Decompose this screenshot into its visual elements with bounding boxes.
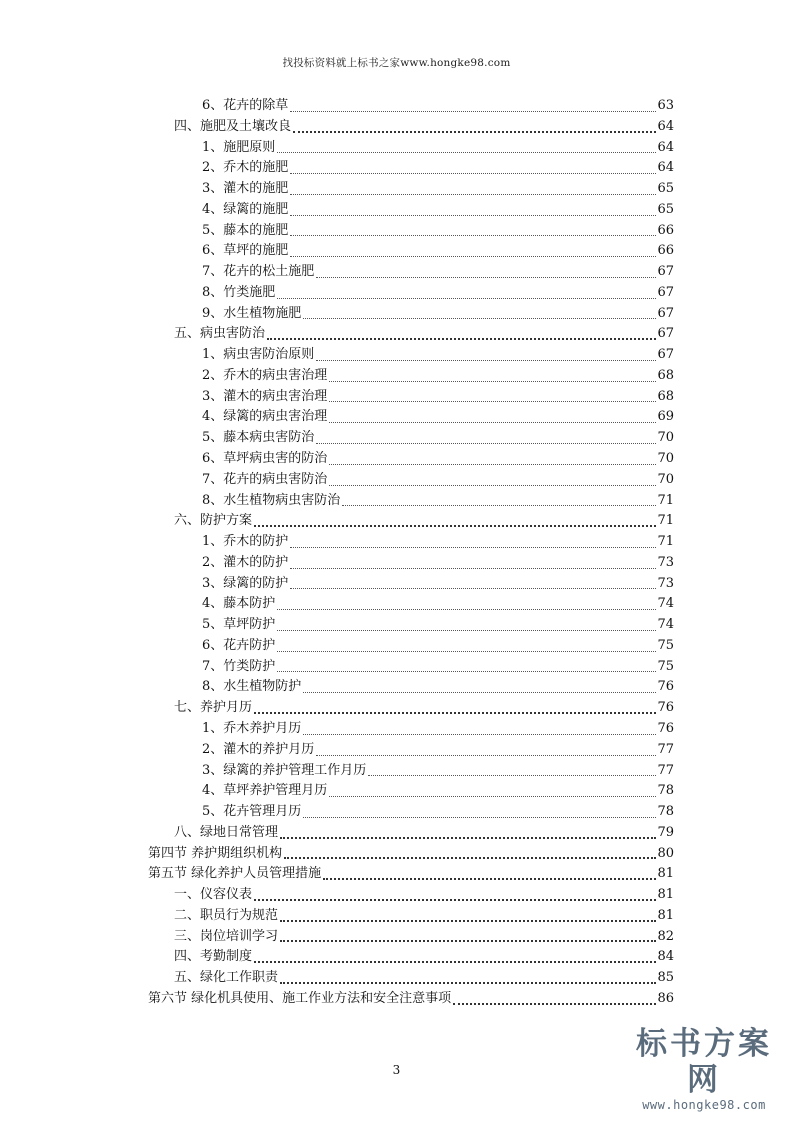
toc-entry-label: 4、藤本防护 <box>202 594 276 615</box>
toc-entry[interactable] <box>148 615 674 636</box>
toc-entry-label: 5、花卉管理月历 <box>202 802 302 823</box>
toc-entry-label: 7、花卉的松土施肥 <box>202 262 315 283</box>
toc-entry-label: 第六节 绿化机具使用、施工作业方法和安全注意事项 <box>148 989 452 1010</box>
toc-entry-label: 5、草坪防护 <box>202 615 276 636</box>
toc-dot-leader <box>280 919 656 922</box>
toc-entry-label: 四、施肥及土壤改良 <box>174 117 292 138</box>
toc-entry[interactable] <box>148 885 674 906</box>
toc-entry-page: 77 <box>657 762 674 778</box>
toc-entry[interactable] <box>148 366 674 387</box>
toc-entry-page: 84 <box>657 949 674 965</box>
toc-dot-leader <box>329 400 656 402</box>
toc-dot-leader <box>280 981 656 984</box>
toc-entry-page: 85 <box>657 970 674 986</box>
toc-entry-page: 64 <box>657 118 674 134</box>
toc-entry-label: 3、绿篱的养护管理工作月历 <box>202 761 367 782</box>
toc-dot-leader <box>303 317 656 319</box>
toc-entry-label: 7、花卉的病虫害防治 <box>202 470 328 491</box>
toc-entry-page: 78 <box>657 804 674 820</box>
toc-dot-leader <box>277 670 656 672</box>
toc-entry[interactable] <box>148 906 674 927</box>
toc-entry-page: 74 <box>657 596 674 612</box>
toc-entry[interactable] <box>148 781 674 802</box>
toc-dot-leader <box>316 276 656 278</box>
toc-dot-leader <box>329 421 656 423</box>
toc-dot-leader <box>290 110 656 112</box>
toc-dot-leader <box>303 691 656 693</box>
toc-entry-label: 六、防护方案 <box>174 511 253 532</box>
toc-dot-leader <box>293 130 656 133</box>
toc-entry[interactable] <box>148 387 674 408</box>
toc-entry[interactable] <box>148 221 674 242</box>
toc-entry-page: 82 <box>657 928 674 944</box>
toc-entry-page: 78 <box>657 783 674 799</box>
toc-entry-page: 67 <box>657 326 674 342</box>
toc-entry-label: 5、藤本的施肥 <box>202 221 289 242</box>
toc-dot-leader <box>277 629 656 631</box>
toc-dot-leader <box>290 587 656 589</box>
toc-entry-label: 1、乔木养护月历 <box>202 719 302 740</box>
toc-entry-page: 77 <box>657 741 674 757</box>
toc-entry[interactable] <box>148 407 674 428</box>
toc-entry-label: 2、灌木的养护月历 <box>202 740 315 761</box>
toc-entry-label: 第四节 养护期组织机构 <box>148 844 283 865</box>
toc-dot-leader <box>453 1002 656 1005</box>
toc-entry[interactable] <box>148 491 674 512</box>
toc-entry-page: 67 <box>657 305 674 321</box>
toc-dot-leader <box>316 754 656 756</box>
toc-entry[interactable] <box>148 304 674 325</box>
toc-entry-label: 2、灌木的防护 <box>202 553 289 574</box>
toc-entry[interactable] <box>148 283 674 304</box>
watermark-title: 标书方案网 <box>636 1026 772 1098</box>
toc-dot-leader <box>290 567 656 569</box>
toc-entry-page: 65 <box>657 181 674 197</box>
toc-entry-label: 7、竹类防护 <box>202 657 276 678</box>
toc-entry-label: 五、绿化工作职责 <box>174 968 279 989</box>
toc-entry-label: 3、灌木的病虫害治理 <box>202 387 328 408</box>
toc-dot-leader <box>329 380 656 382</box>
toc-entry-label: 6、花卉的除草 <box>202 96 289 117</box>
toc-entry-label: 三、岗位培训学习 <box>174 927 279 948</box>
toc-dot-leader <box>290 172 656 174</box>
toc-entry-page: 73 <box>657 554 674 570</box>
toc-entry-page: 75 <box>657 658 674 674</box>
toc-entry[interactable] <box>148 802 674 823</box>
toc-entry-page: 68 <box>657 367 674 383</box>
toc-dot-leader <box>254 898 656 901</box>
toc-entry-page: 67 <box>657 264 674 280</box>
toc-dot-leader <box>280 939 656 942</box>
toc-entry-page: 75 <box>657 637 674 653</box>
toc-dot-leader <box>316 359 656 361</box>
toc-entry[interactable] <box>148 449 674 470</box>
toc-entry[interactable] <box>148 158 674 179</box>
toc-dot-leader <box>303 816 656 818</box>
toc-entry-page: 67 <box>657 347 674 363</box>
toc-entry-page: 66 <box>657 243 674 259</box>
toc-entry-label: 3、灌木的施肥 <box>202 179 289 200</box>
toc-entry-label: 8、竹类施肥 <box>202 283 276 304</box>
toc-dot-leader <box>329 463 656 465</box>
toc-dot-leader <box>277 608 656 610</box>
toc-entry[interactable] <box>148 96 674 117</box>
toc-entry[interactable] <box>148 719 674 740</box>
toc-dot-leader <box>277 650 656 652</box>
toc-entry[interactable] <box>148 200 674 221</box>
toc-dot-leader <box>368 774 656 776</box>
toc-entry-page: 76 <box>657 679 674 695</box>
toc-entry[interactable] <box>148 844 674 865</box>
toc-dot-leader <box>303 733 656 735</box>
toc-entry[interactable] <box>148 241 674 262</box>
toc-entry[interactable] <box>148 428 674 449</box>
toc-dot-leader <box>290 546 656 548</box>
toc-entry-label: 1、施肥原则 <box>202 138 276 159</box>
toc-entry[interactable] <box>148 636 674 657</box>
toc-entry-label: 6、花卉防护 <box>202 636 276 657</box>
toc-entry[interactable] <box>148 532 674 553</box>
toc-entry-page: 81 <box>657 866 674 882</box>
page-number: 3 <box>392 1063 401 1077</box>
toc-entry-label: 七、养护月历 <box>174 698 253 719</box>
toc-dot-leader <box>290 255 656 257</box>
toc-dot-leader <box>254 960 656 963</box>
toc-entry-page: 68 <box>657 388 674 404</box>
toc-dot-leader <box>290 214 656 216</box>
toc-entry-label: 1、乔木的防护 <box>202 532 289 553</box>
toc-entry-page: 64 <box>657 160 674 176</box>
toc-entry[interactable] <box>148 657 674 678</box>
toc-dot-leader <box>329 795 656 797</box>
toc-dot-leader <box>254 524 656 527</box>
toc-entry[interactable] <box>148 262 674 283</box>
toc-entry[interactable] <box>148 511 674 532</box>
toc-entry-page: 70 <box>657 451 674 467</box>
toc-entry-page: 71 <box>657 492 674 508</box>
toc-entry-label: 2、乔木的施肥 <box>202 158 289 179</box>
toc-entry-page: 81 <box>657 887 674 903</box>
toc-dot-leader <box>329 484 656 486</box>
toc-entry[interactable] <box>148 553 674 574</box>
toc-dot-leader <box>284 856 656 859</box>
toc-entry-page: 71 <box>657 513 674 529</box>
toc-entry-page: 66 <box>657 222 674 238</box>
toc-entry[interactable] <box>148 823 674 844</box>
toc-entry[interactable] <box>148 324 674 345</box>
toc-entry-label: 二、职员行为规范 <box>174 906 279 927</box>
toc-entry-label: 五、病虫害防治 <box>174 324 266 345</box>
toc-dot-leader <box>342 504 656 506</box>
toc-dot-leader <box>277 297 656 299</box>
toc-entry-label: 一、仪容仪表 <box>174 885 253 906</box>
toc-entry-label: 八、绿地日常管理 <box>174 823 279 844</box>
toc-entry-label: 4、绿篱的病虫害治理 <box>202 407 328 428</box>
toc-entry-page: 70 <box>657 430 674 446</box>
toc-entry-label: 4、草坪养护管理月历 <box>202 781 328 802</box>
toc-entry[interactable] <box>148 989 674 1010</box>
toc-entry-page: 69 <box>657 409 674 425</box>
toc-entry[interactable] <box>148 470 674 491</box>
watermark-logo <box>629 1026 779 1112</box>
toc-entry-label: 第五节 绿化养护人员管理措施 <box>148 864 322 885</box>
toc-entry-label: 四、考勤制度 <box>174 947 253 968</box>
toc-entry-page: 76 <box>657 720 674 736</box>
toc-entry[interactable] <box>148 761 674 782</box>
table-of-contents <box>148 96 674 1010</box>
toc-entry[interactable] <box>148 594 674 615</box>
toc-entry[interactable] <box>148 947 674 968</box>
toc-entry-label: 2、乔木的病虫害治理 <box>202 366 328 387</box>
toc-entry[interactable] <box>148 968 674 989</box>
toc-dot-leader <box>267 337 656 340</box>
toc-entry[interactable] <box>148 574 674 595</box>
toc-entry[interactable] <box>148 117 674 138</box>
toc-dot-leader <box>323 877 656 880</box>
toc-entry-page: 67 <box>657 284 674 300</box>
toc-entry-label: 6、草坪病虫害的防治 <box>202 449 328 470</box>
toc-entry[interactable] <box>148 698 674 719</box>
toc-entry-page: 73 <box>657 575 674 591</box>
toc-entry-page: 81 <box>657 907 674 923</box>
toc-entry-label: 5、藤本病虫害防治 <box>202 428 315 449</box>
toc-entry[interactable] <box>148 740 674 761</box>
toc-entry-page: 79 <box>657 824 674 840</box>
watermark-url: www.hongke98.com <box>642 1098 766 1112</box>
toc-entry-page: 64 <box>657 139 674 155</box>
toc-dot-leader <box>290 234 656 236</box>
toc-dot-leader <box>280 836 656 839</box>
toc-entry-page: 80 <box>657 845 674 861</box>
toc-entry[interactable] <box>148 927 674 948</box>
toc-dot-leader <box>290 193 656 195</box>
toc-entry-page: 71 <box>657 534 674 550</box>
toc-entry[interactable] <box>148 677 674 698</box>
toc-entry-label: 4、绿篱的施肥 <box>202 200 289 221</box>
toc-entry[interactable] <box>148 864 674 885</box>
toc-dot-leader <box>316 442 656 444</box>
toc-entry-label: 9、水生植物施肥 <box>202 304 302 325</box>
toc-entry[interactable] <box>148 179 674 200</box>
toc-entry-page: 86 <box>657 990 674 1006</box>
toc-entry-label: 3、绿篱的防护 <box>202 574 289 595</box>
toc-dot-leader <box>254 711 656 714</box>
toc-entry-page: 76 <box>657 700 674 716</box>
toc-entry-page: 74 <box>657 617 674 633</box>
toc-entry[interactable] <box>148 138 674 159</box>
toc-entry-page: 65 <box>657 201 674 217</box>
toc-entry-label: 6、草坪的施肥 <box>202 241 289 262</box>
toc-entry-label: 1、病虫害防治原则 <box>202 345 315 366</box>
toc-entry-page: 63 <box>657 98 674 113</box>
toc-dot-leader <box>277 151 656 153</box>
page-header: 找投标资料就上标书之家www.hongke98.com <box>282 57 511 69</box>
toc-entry-label: 8、水生植物防护 <box>202 677 302 698</box>
toc-entry[interactable] <box>148 345 674 366</box>
toc-entry-label: 8、水生植物病虫害防治 <box>202 491 341 512</box>
toc-entry-page: 70 <box>657 471 674 487</box>
